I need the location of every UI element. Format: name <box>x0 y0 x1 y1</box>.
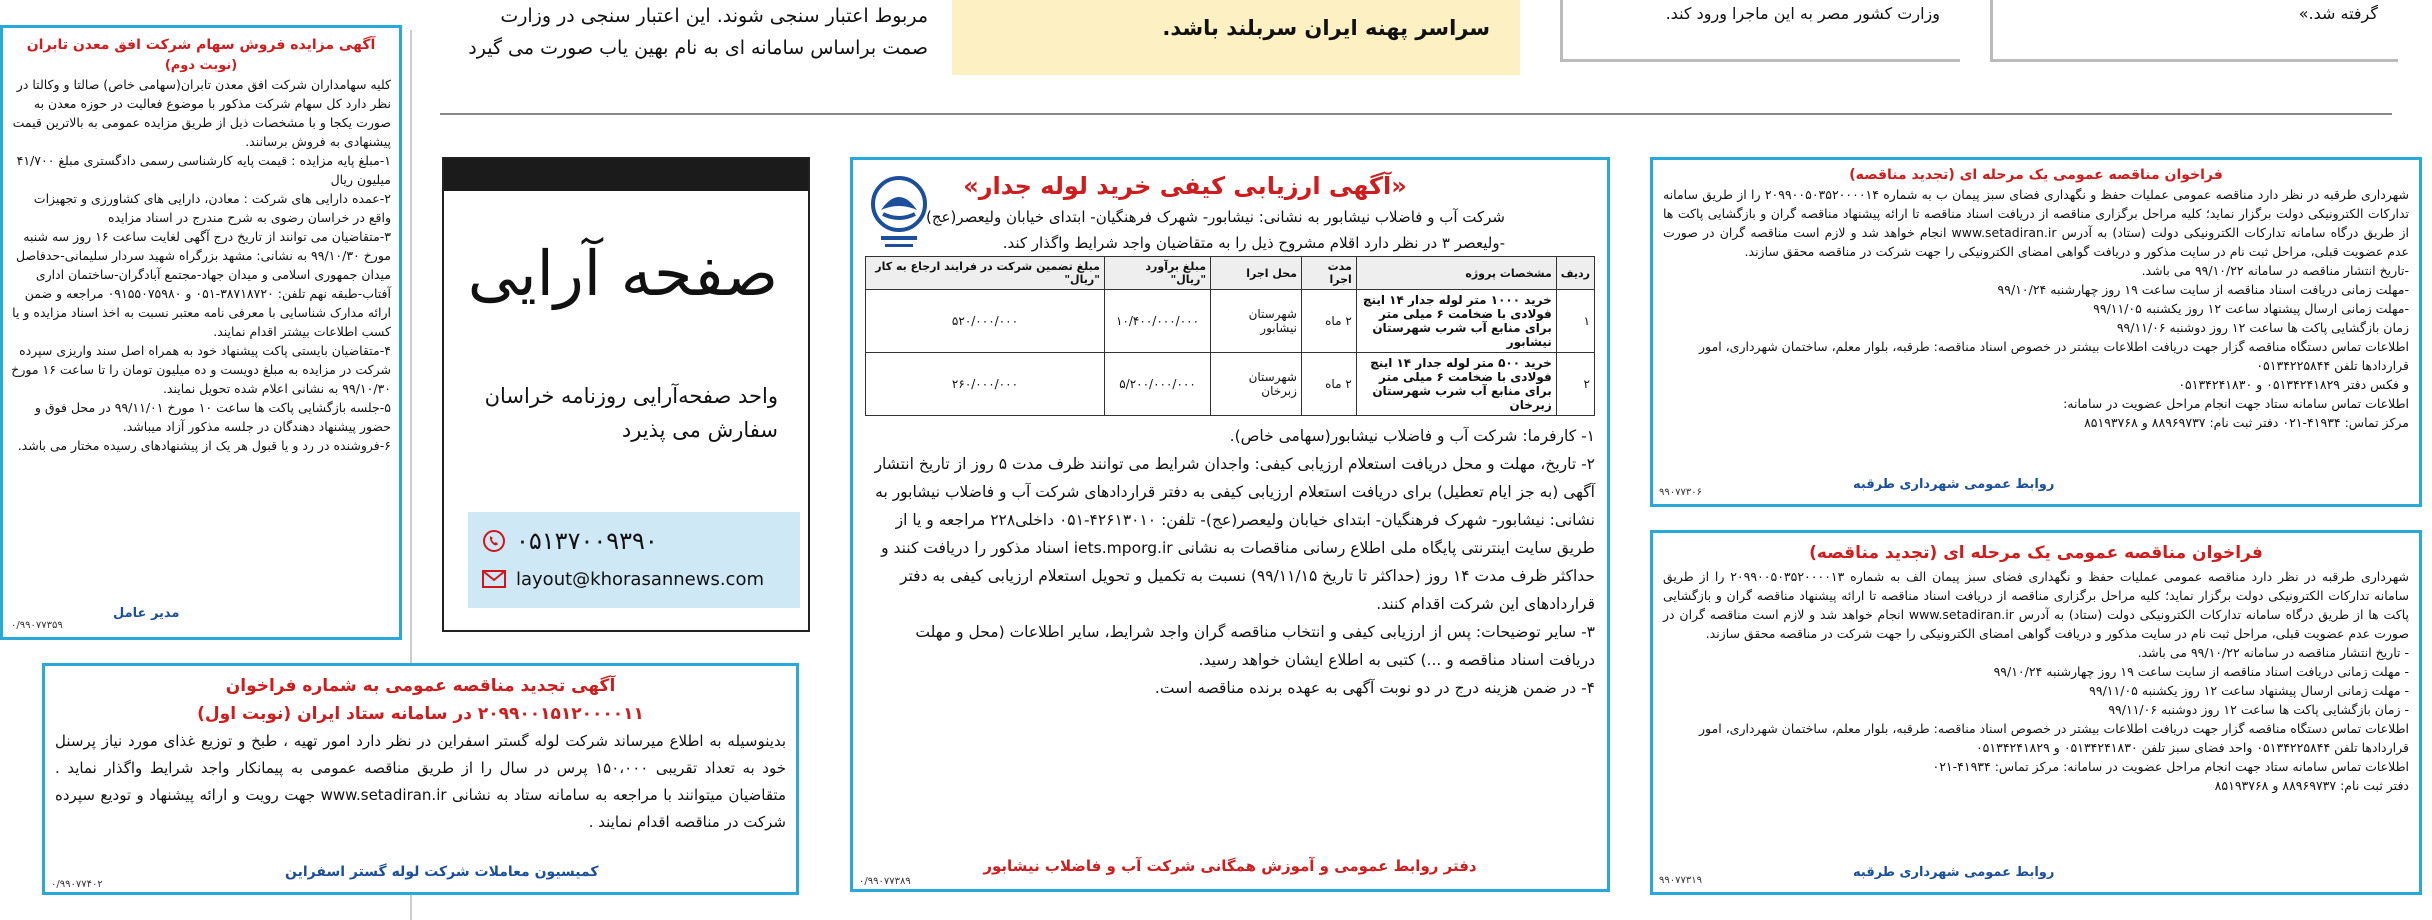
ad-item: -تاریخ انتشار مناقصه در سامانه ۹۹/۱۰/۲۲ می باشد. <box>2141 263 2409 278</box>
section-divider <box>440 113 2392 115</box>
ad-item: ۵-جلسه بازگشایی پاکت ها ساعت ۱۰ مورخ ۹۹/۱۱/۰۱ در محل فوق و حضور پیشنهاد دهندگان در جلسه مذکور آزاد میباشد. <box>34 400 391 434</box>
table-cell-duration: ۲ ماه <box>1301 353 1356 416</box>
top-article-fragment <box>438 0 928 70</box>
ad-intro: کلیه سهامداران شرکت افق معدن تابران(سهامی خاص) صالتا و وکالتا در نظر دارد کل سهام شرکت مذکور با موضوع فعالیت در حوزه معدن به صورت یکجا و با مشخصات ذیل از طریق مزایده عمومی به بالاترین قیمت پیشنهادی به فروش برسانند. <box>12 77 391 149</box>
phone-icon <box>482 529 506 553</box>
ad-item: -مهلت زمانی ارسال پیشنهاد ساعت ۱۲ روز یکشنبه ۹۹/۱۱/۰۵ <box>2093 301 2409 316</box>
email-row <box>482 560 786 598</box>
table-cell-no: ۲ <box>1556 353 1594 416</box>
table-header-cell: مبلغ تضمین شرکت در فرایند ارجاع به کار "ریال" <box>866 257 1105 290</box>
ad-ref-number: ۹۹۰۷۷۳۰۶ <box>1659 487 1702 498</box>
ad-title: آگهی تجدید مناقصه عمومی به شماره فراخوان <box>225 676 616 696</box>
ad-item: ۳-متقاضیان می توانند از تاریخ درج آگهی لغایت ساعت ۱۶ روز سه شنبه مورخ ۹۹/۱۰/۳۰ به نشانی: مشهد بزرگراه شهید سردار سلیمانی-حدفاصل میدان جمهوری اسلامی و میدان جهاد-مجتمع آبادگران-ساختمان اداری آفتاب-طبقه نهم تلفن: ۳۸۷۱۸۷۲۰-۰۵۱ و ۰۹۱۵۵۰۷۵۹۸۰ مراجعه و ضمن ارائه مدارک شناسایی با معرفی نامه معتبر نسبت به اخذ اسناد مزایده و یا کسب اطلاعات بیشتر اقدام نمایند. <box>12 229 391 339</box>
ad-description <box>458 379 778 447</box>
ad-body: شهرداری طرقبه در نظر دارد مناقصه عمومی عملیات حفظ و نگهداری فضای سبز پیمان الف به شماره ۲۰۹۹۰۰۵۰۳۵۲۰۰۰۰۱۳ را از طریق سامانه تدارکات الکترونیکی دولت برگزار نماید؛ کلیه مراحل برگزاری مناقصه از دریافت اسناد مناقصه تا ارائه پیشنهاد مناقصه گران و بازگشایی پاکت ها از طریق درگاه سامانه تدارکات الکترونیکی دولت (ستاد) به آدرس www.setadiran.ir انجام خواهد شد و لازم است مناقصه گران در صورت عدم عضویت قبلی، مراحل ثبت نام در سایت مذکور و دریافت گواهی امضای الکترونیکی را جهت شرکت در مناقصه محقق سازند. <box>1663 569 2409 641</box>
table-header-cell: مبلغ برآورد "ریال" <box>1104 257 1210 290</box>
table-header-cell: محل اجرا <box>1211 257 1302 290</box>
ad-ref-number: ۹۹۰۷۷۳۱۹ <box>1659 875 1702 886</box>
ad-item: ۲- تاریخ، مهلت و محل دریافت استعلام ارزیابی کیفی: واجدان شرایط می توانند ظرف مدت ۵ روز از تاریخ انتشار آگهی (به جز ایام تعطیل) برای دریافت استعلام ارزیابی کیفی به دفتر قراردادهای شرکت آب و فاضلاب نیشابور به نشانی: نیشابور- شهرک فرهنگیان- ابتدای خیابان ولیعصر(عج)- تلفن: ۴۲۶۱۳۰۱۰-۰۵۱ داخلی۲۲۸ مراجعه و یا از طریق سایت اینترنتی پایگاه ملی اطلاع رسانی مناقصات به نشانی iets.mporg.ir اسناد مذکور را دریافت کنند و حداکثر ظرف مدت ۱۴ روز (حداکثر تا تاریخ ۹۹/۱۱/۱۵) نسبت به تکمیل و تحویل استعلام ارزیابی کیفی به دفتر قراردادهای این شرکت اقدام کنند. <box>874 455 1595 613</box>
phone-row <box>482 522 786 560</box>
ad-title: صفحه آرایی <box>467 237 778 310</box>
table-row <box>866 353 1595 416</box>
ad-item: - تاریخ انتشار مناقصه در سامانه ۹۹/۱۰/۲۲ می باشد. <box>2137 645 2409 660</box>
ad-item: زمان بازگشایی پاکت ها ساعت ۱۲ روز دوشنبه ۹۹/۱۱/۰۶ <box>2116 320 2409 335</box>
ad-ref-number: ۰/۹۹۰۷۷۴۰۲ <box>51 879 103 890</box>
tender-ad-2 <box>1650 530 2422 895</box>
ad-item: ۴- در ضمن هزینه درج در دو نوبت آگهی به عهده برنده مناقصه است. <box>1154 679 1595 697</box>
table-cell-guarantee: ۵۲۰/۰۰۰/۰۰۰ <box>866 290 1105 353</box>
ad-items <box>865 422 1595 702</box>
ad-item: و فکس دفتر ۰۵۱۳۴۲۴۱۸۲۹ و ۰۵۱۳۴۲۴۱۸۳۰ <box>2178 377 2409 392</box>
ad-title: فراخوان مناقصه عمومی یک مرحله ای (تجدید مناقصه) <box>1849 167 2223 183</box>
ad-ref-number: ۰/۹۹۰۷۷۳۵۹ <box>11 620 63 631</box>
table-cell-place: شهرستان زبرخان <box>1211 353 1302 416</box>
ad-item: ۲-عمده دارایی های شرکت : معادن، دارایی های کشاورزی و تجهیزات واقع در خراسان رضوی به شرح مندرج در اسناد مزایده <box>33 191 391 225</box>
ad-intro: شرکت آب و فاضلاب نیشابور به نشانی: نیشابور- شهرک فرهنگیان- ابتدای خیابان ولیعصر(عج) <box>926 208 1505 226</box>
table-row <box>866 290 1595 353</box>
article-line: صمت براساس سامانه ای به نام بهین یاب صورت می گیرد <box>468 37 928 59</box>
contact-box <box>468 512 800 608</box>
table-cell-estimate: ۱۰/۴۰۰/۰۰۰/۰۰۰ <box>1104 290 1210 353</box>
ad-title: آگهی مزایده فروش سهام شرکت افق معدن تابران <box>26 37 376 53</box>
ad-items <box>1663 261 2409 432</box>
ad-body: بدینوسیله به اطلاع میرساند شرکت لوله گستر اسفراین در نظر دارد امور تهیه ، طبخ و توزیع غذای مورد نیاز پرسنل خود به تعداد تقریبی ۱۵۰،۰۰۰ پرس در سال را از طریق مناقصه عمومی به پیمانکار واجد شرایط واگذار نماید . متقاضیان میتوانند با مراجعه به سامانه ستاد به نشانی www.setadiran.ir جهت رویت و ارائه پیشنهاد و تودیع سپرده شرکت در مناقصه اقدام نمایند . <box>55 732 786 831</box>
ad-intro: -ولیعصر ۳ در نظر دارد اقلام مشروح ذیل را به متقاضیان واجد شرایط واگذار کند. <box>1002 234 1505 252</box>
desc-line: واحد صفحه‌آرایی روزنامه خراسان <box>484 384 778 408</box>
table-cell-no: ۱ <box>1556 290 1594 353</box>
ad-title: فراخوان مناقصه عمومی یک مرحله ای (تجدید مناقصه) <box>1809 543 2263 563</box>
pipe-table <box>865 256 1595 416</box>
ad-item: - مهلت زمانی دریافت اسناد مناقصه از سایت ساعت ۱۹ روز چهارشنبه ۹۹/۱۰/۲۴ <box>1993 664 2409 679</box>
article-line: گرفته شد.» <box>2298 4 2378 23</box>
ad-ref-number: ۰/۹۹۰۷۷۳۸۹ <box>859 876 911 887</box>
ad-number: ۲۰۹۹۰۰۱۵۱۲۰۰۰۰۱۱ در سامانه ستاد ایران (نوبت اول) <box>197 704 644 724</box>
ad-item: ۱-مبلغ پایه مزایده : قیمت پایه کارشناسی رسمی دادگستری مبلغ ۴۱/۷۰۰ میلیون ریال <box>16 153 391 187</box>
mail-icon <box>482 570 506 588</box>
desc-line: سفارش می پذیرد <box>621 418 778 442</box>
ad-item: دفتر ثبت نام: ۸۸۹۶۹۷۳۷ و ۸۵۱۹۳۷۶۸ <box>2214 778 2409 793</box>
ad-body: شهرداری طرقبه در نظر دارد مناقصه عمومی عملیات حفظ و نگهداری فضای سبز پیمان ب به شماره ۲۰۹۹۰۰۵۰۳۵۲۰۰۰۰۱۴ را از طریق سامانه تدارکات الکترونیکی دولت برگزار نماید؛ کلیه مراحل برگزاری مناقصه از دریافت اسناد مناقصه تا ارائه پیشنهاد مناقصه گران و بازگشایی پاکت ها از طریق درگاه سامانه تدارکات الکترونیکی دولت (ستاد) به آدرس www.setadiran.ir انجام خواهد شد و لازم است مناقصه گران در صورت عدم عضویت قبلی، مراحل ثبت نام در سایت مذکور و دریافت گواهی امضای الکترونیکی را جهت شرکت در مناقصه محقق سازند. <box>1663 187 2409 259</box>
table-header-cell: ردیف <box>1556 257 1594 290</box>
top-article-fragment-2 <box>1560 0 1960 62</box>
ad-item: ۱- کارفرما: شرکت آب و فاضلاب نیشابور(سهامی خاص). <box>1229 427 1595 445</box>
tender-ad-1 <box>1650 157 2422 507</box>
company-logo <box>867 174 931 260</box>
ad-item: ۳- سایر توضیحات: پس از ارزیابی کیفی و انتخاب مناقصه گران واجد شرایط، سایر اطلاعات (محل و مهلت دریافت اسناد مناقصه و ...) کتبی به اطلاع ایشان خواهد رسید. <box>915 623 1595 669</box>
highlight-line: سراسر پهنه ایران سربلند باشد. <box>1162 16 1490 40</box>
table-cell-duration: ۲ ماه <box>1301 290 1356 353</box>
ad-item: - زمان بازگشایی پاکت ها ساعت ۱۲ روز دوشنبه ۹۹/۱۱/۰۶ <box>2108 702 2409 717</box>
table-cell-desc: خرید ۵۰۰ متر لوله جدار ۱۴ اینچ فولادی با ضخامت ۶ میلی متر برای منابع آب شرب شهرستان زبرخان <box>1356 353 1556 416</box>
ad-item: -مهلت زمانی دریافت اسناد مناقصه از سایت ساعت ۱۹ روز چهارشنبه ۹۹/۱۰/۲۴ <box>1997 282 2409 297</box>
ad-items <box>11 151 391 455</box>
table-cell-place: شهرستان نیشابور <box>1211 290 1302 353</box>
ad-header-bar <box>444 159 808 191</box>
ad-item: - مهلت زمانی ارسال پیشنهاد ساعت ۱۲ روز یکشنبه ۹۹/۱۱/۰۵ <box>2089 683 2409 698</box>
ad-item: ۶-فروشنده در رد و یا قبول هر یک از پیشنهادهای رسیده مختار می باشد. <box>17 438 391 453</box>
ad-footer: کمیسیون معاملات شرکت لوله گستر اسفراین <box>285 864 599 880</box>
table-cell-guarantee: ۲۶۰/۰۰۰/۰۰۰ <box>866 353 1105 416</box>
phone-number[interactable]: ۰۵۱۳۷۰۰۹۳۹۰ <box>516 527 658 555</box>
table-header-cell: مشخصات پروژه <box>1356 257 1556 290</box>
ad-item: اطلاعات تماس دستگاه مناقصه گزار جهت دریافت اطلاعات بیشتر در خصوص اسناد مناقصه: طرقبه، بلوار معلم، ساختمان شهرداری، امور قراردادها تلفن ۰۵۱۳۴۲۲۵۸۴۴ <box>1699 339 2409 373</box>
ad-footer: دفتر روابط عمومی و آموزش همگانی شرکت آب و فاضلاب نیشابور <box>983 857 1477 875</box>
ad-item: مرکز تماس: ۴۱۹۳۴-۰۲۱ دفتر ثبت نام: ۸۸۹۶۹۷۳۷ و ۸۵۱۹۳۷۶۸ <box>2084 415 2409 430</box>
ad-items <box>1663 643 2409 795</box>
ad-footer: روابط عمومی شهرداری طرقبه <box>1853 865 2055 880</box>
table-cell-estimate: ۵/۲۰۰/۰۰۰/۰۰۰ <box>1104 353 1210 416</box>
pipe-purchase-ad <box>850 157 1610 892</box>
email-link[interactable]: layout@khorasannews.com <box>516 568 765 590</box>
article-line: مربوط اعتبار سنجی شوند. این اعتبار سنجی در وزارت <box>500 5 928 27</box>
top-highlight-box <box>952 0 1520 75</box>
ad-signer: مدیر عامل <box>113 606 180 621</box>
ad-item: اطلاعات تماس سامانه ستاد جهت انجام مراحل عضویت در سامانه: مرکز تماس: ۴۱۹۳۴-۰۲۱ <box>1932 759 2409 774</box>
article-line: وزارت کشور مصر به این ماجرا ورود کند. <box>1665 4 1940 23</box>
ad-footer: روابط عمومی شهرداری طرقبه <box>1853 477 2055 492</box>
table-body <box>866 290 1595 416</box>
ad-title: «آگهی ارزیابی کیفی خرید لوله جدار» <box>963 172 1407 200</box>
ad-item: ۴-متقاضیان بایستی پاکت پیشنهاد خود به همراه اصل سند واریزی سپرده شرکت در مزایده به مبلغ دویست و ده میلیون تومان را تا ساعت ۱۶ مورخ ۹۹/۱۰/۳۰ به نشانی اعلام شده تحویل نمایند. <box>11 343 391 396</box>
table-cell-desc: خرید ۱۰۰۰ متر لوله جدار ۱۴ اینچ فولادی با ضخامت ۶ میلی متر برای منابع آب شرب شهرستان نیشابور <box>1356 290 1556 353</box>
table-header-cell: مدت اجرا <box>1301 257 1356 290</box>
ad-item: اطلاعات تماس دستگاه مناقصه گزار جهت دریافت اطلاعات بیشتر در خصوص اسناد مناقصه: طرقبه، بلوار معلم، ساختمان شهرداری، امور قراردادها تلفن ۰۵۱۳۴۲۲۵۸۴۴ واحد فضای سبز تلفن ۰۵۱۳۴۲۴۱۸۳۰ و ۰۵۱۳۴۲۴۱۸۲۹ <box>1699 721 2409 755</box>
layout-service-ad <box>442 157 810 632</box>
ad-item: اطلاعات تماس سامانه ستاد جهت انجام مراحل عضویت در سامانه: <box>2063 396 2409 411</box>
top-article-fragment-3 <box>1990 0 2398 62</box>
auction-ad <box>0 25 402 640</box>
table-header-row <box>866 257 1595 290</box>
catering-tender-ad <box>42 663 799 895</box>
ad-subtitle: (نوبت دوم) <box>164 58 238 73</box>
